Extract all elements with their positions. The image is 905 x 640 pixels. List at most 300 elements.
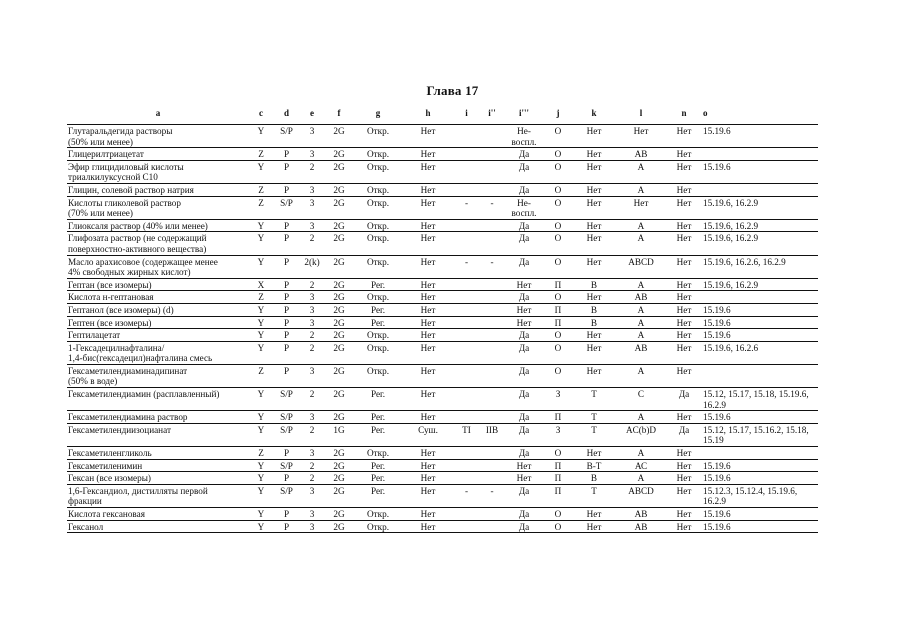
table-cell: [701, 183, 818, 196]
table-row: [67, 278, 818, 291]
table-cell: Нет: [573, 329, 615, 342]
table-cell: Т: [573, 411, 615, 424]
table-cell: 2: [300, 160, 324, 183]
table-cell: [454, 160, 479, 183]
table-cell: Нет: [573, 160, 615, 183]
table-cell: 15.12.3, 15.12.4, 15.19.6, 16.2.9: [701, 484, 818, 507]
table-cell: 2G: [324, 472, 354, 485]
table-cell: S/P: [273, 125, 300, 148]
table-cell: АС: [615, 459, 667, 472]
table-cell: Да: [505, 447, 543, 460]
table-row: [67, 232, 818, 255]
table-cell: Нет: [402, 447, 454, 460]
column-header-12: k: [573, 103, 615, 125]
table-cell: 3: [300, 508, 324, 521]
table-cell: А: [615, 160, 667, 183]
table-cell: [454, 316, 479, 329]
table-cell: 15.19.6: [701, 472, 818, 485]
table-cell: 2G: [324, 255, 354, 278]
table-cell: Нет: [505, 303, 543, 316]
table-cell: АВ: [615, 291, 667, 304]
table-cell: Нет: [667, 255, 701, 278]
table-cell: Да: [505, 232, 543, 255]
table-cell: [479, 447, 505, 460]
table-cell: 2: [300, 388, 324, 411]
table-cell: 3: [300, 219, 324, 232]
table-cell: 2G: [324, 303, 354, 316]
table-cell: P: [273, 183, 300, 196]
table-cell: Y: [249, 316, 273, 329]
table-cell: А: [615, 364, 667, 387]
table-cell: Y: [249, 520, 273, 533]
table-cell: Рег.: [354, 423, 402, 446]
table-cell: Нет: [402, 278, 454, 291]
table-cell: П: [543, 316, 573, 329]
table-cell: 15.19.6, 16.2.9: [701, 219, 818, 232]
table-cell: 15.19.6: [701, 459, 818, 472]
table-cell: 15.12, 15.17, 15.18, 15.19.6, 16.2.9: [701, 388, 818, 411]
table-row: [67, 148, 818, 161]
table-cell: Нет: [667, 219, 701, 232]
table-cell: П: [543, 411, 573, 424]
table-cell: 15.19.6, 16.2.9: [701, 196, 818, 219]
table-cell: Гексан (все изомеры): [67, 472, 249, 485]
table-cell: P: [273, 278, 300, 291]
table-cell: 2: [300, 329, 324, 342]
table-cell: Глиоксаля раствор (40% или менее): [67, 219, 249, 232]
table-cell: P: [273, 364, 300, 387]
table-cell: 2G: [324, 364, 354, 387]
table-cell: [454, 232, 479, 255]
table-cell: Нет: [402, 472, 454, 485]
column-header-11: j: [543, 103, 573, 125]
table-cell: [701, 291, 818, 304]
table-cell: 2G: [324, 183, 354, 196]
table-row: [67, 183, 818, 196]
column-header-10: i''': [505, 103, 543, 125]
table-cell: Нет: [402, 160, 454, 183]
table-cell: Нет: [667, 291, 701, 304]
table-cell: Нет: [667, 303, 701, 316]
table-cell: 2: [300, 423, 324, 446]
table-cell: Нет: [667, 232, 701, 255]
table-cell: Y: [249, 255, 273, 278]
table-cell: 2G: [324, 508, 354, 521]
table-cell: Нет: [402, 411, 454, 424]
table-cell: Y: [249, 411, 273, 424]
table-cell: -: [454, 196, 479, 219]
table-cell: Рег.: [354, 411, 402, 424]
table-cell: З: [543, 423, 573, 446]
table-row: [67, 411, 818, 424]
table-cell: Глицерилтриацетат: [67, 148, 249, 161]
table-cell: Откр.: [354, 508, 402, 521]
table-cell: А: [615, 447, 667, 460]
table-cell: X: [249, 278, 273, 291]
table-cell: Нет: [667, 160, 701, 183]
table-cell: ABCD: [615, 255, 667, 278]
table-cell: Кислоты гликолевой раствор (70% или менее): [67, 196, 249, 219]
table-cell: Нет: [402, 183, 454, 196]
table-cell: Нет: [667, 341, 701, 364]
table-cell: А: [615, 472, 667, 485]
table-cell: Нет: [667, 447, 701, 460]
table-cell: S/P: [273, 388, 300, 411]
table-cell: ABCD: [615, 484, 667, 507]
table-cell: [479, 472, 505, 485]
table-cell: Откр.: [354, 520, 402, 533]
table-cell: Z: [249, 364, 273, 387]
table-cell: АВ: [615, 148, 667, 161]
table-cell: Нет: [505, 472, 543, 485]
table-cell: 2: [300, 278, 324, 291]
table-cell: Суш.: [402, 423, 454, 446]
table-cell: Не- воспл.: [505, 125, 543, 148]
table-cell: [454, 329, 479, 342]
table-row: [67, 291, 818, 304]
table-cell: IIB: [479, 423, 505, 446]
table-cell: В: [573, 303, 615, 316]
column-header-1: a: [67, 103, 249, 125]
table-cell: 3: [300, 291, 324, 304]
table-cell: Нет: [573, 364, 615, 387]
table-cell: Y: [249, 388, 273, 411]
table-cell: Откр.: [354, 196, 402, 219]
table-cell: Нет: [402, 148, 454, 161]
table-cell: [454, 148, 479, 161]
table-row: [67, 388, 818, 411]
table-cell: P: [273, 316, 300, 329]
table-cell: [701, 447, 818, 460]
table-cell: [479, 148, 505, 161]
table-cell: Нет: [573, 232, 615, 255]
table-cell: [454, 183, 479, 196]
table-cell: [454, 447, 479, 460]
table-cell: Откр.: [354, 183, 402, 196]
table-row: [67, 255, 818, 278]
table-cell: Нет: [667, 196, 701, 219]
table-cell: Нет: [573, 508, 615, 521]
table-cell: Y: [249, 459, 273, 472]
table-cell: Нет: [573, 183, 615, 196]
table-cell: Z: [249, 183, 273, 196]
table-cell: [479, 278, 505, 291]
table-cell: Да: [505, 148, 543, 161]
table-row: [67, 459, 818, 472]
table-cell: Нет: [402, 196, 454, 219]
table-cell: Нет: [615, 125, 667, 148]
table-cell: О: [543, 148, 573, 161]
table-cell: 15.19.6: [701, 520, 818, 533]
table-cell: Откр.: [354, 255, 402, 278]
table-row: [67, 472, 818, 485]
table-cell: Y: [249, 219, 273, 232]
table-cell: Откр.: [354, 329, 402, 342]
table-cell: Да: [505, 364, 543, 387]
table-cell: P: [273, 232, 300, 255]
table-cell: 15.19.6, 16.2.6: [701, 341, 818, 364]
table-cell: Рег.: [354, 278, 402, 291]
table-cell: Нет: [667, 364, 701, 387]
table-row: [67, 219, 818, 232]
table-cell: Откр.: [354, 219, 402, 232]
table-cell: А: [615, 183, 667, 196]
table-cell: Y: [249, 508, 273, 521]
table-cell: 15.19.6, 16.2.9: [701, 232, 818, 255]
table-cell: [479, 125, 505, 148]
table-cell: Нет: [667, 472, 701, 485]
table-cell: Рег.: [354, 316, 402, 329]
table-cell: О: [543, 329, 573, 342]
table-cell: [479, 219, 505, 232]
table-cell: Y: [249, 341, 273, 364]
table-cell: 2G: [324, 447, 354, 460]
table-cell: Рег.: [354, 459, 402, 472]
table-cell: Гептен (все изомеры): [67, 316, 249, 329]
table-cell: П: [543, 472, 573, 485]
table-cell: 3: [300, 316, 324, 329]
table-cell: Нет: [667, 329, 701, 342]
table-cell: В: [573, 472, 615, 485]
table-cell: Откр.: [354, 447, 402, 460]
table-cell: 3: [300, 303, 324, 316]
table-row: [67, 160, 818, 183]
table-cell: Нет: [573, 520, 615, 533]
table-cell: З: [543, 388, 573, 411]
table-cell: 2G: [324, 291, 354, 304]
table-body: [67, 125, 818, 533]
table-cell: Гексаметилендиизоцианат: [67, 423, 249, 446]
table-header: [67, 103, 818, 125]
table-cell: Z: [249, 196, 273, 219]
table-cell: Откр.: [354, 364, 402, 387]
table-cell: Нет: [573, 148, 615, 161]
table-cell: А: [615, 232, 667, 255]
table-cell: Нет: [402, 232, 454, 255]
table-cell: Да: [505, 291, 543, 304]
table-cell: Y: [249, 160, 273, 183]
table-cell: П: [543, 303, 573, 316]
table-cell: [479, 459, 505, 472]
table-cell: 15.19.6: [701, 316, 818, 329]
table-cell: Нет: [667, 508, 701, 521]
table-cell: П: [543, 484, 573, 507]
table-row: [67, 520, 818, 533]
table-cell: В: [573, 278, 615, 291]
table-cell: Нет: [667, 484, 701, 507]
table-cell: Y: [249, 472, 273, 485]
table-cell: 15.19.6: [701, 411, 818, 424]
table-cell: 1,6-Гександиол, дистилляты первой фракции: [67, 484, 249, 507]
table-cell: [479, 160, 505, 183]
table-cell: 2: [300, 232, 324, 255]
table-cell: 2G: [324, 411, 354, 424]
table-cell: 2: [300, 341, 324, 364]
table-cell: 2G: [324, 316, 354, 329]
table-cell: О: [543, 232, 573, 255]
table-row: [67, 423, 818, 446]
table-row: [67, 341, 818, 364]
table-cell: Да: [505, 520, 543, 533]
page-title: Глава 17: [426, 83, 479, 98]
table-cell: 2G: [324, 278, 354, 291]
table-cell: Нет: [402, 341, 454, 364]
table-row: [67, 125, 818, 148]
table-cell: Нет: [402, 520, 454, 533]
table-cell: Рег.: [354, 388, 402, 411]
column-header-13: l: [615, 103, 667, 125]
table-cell: 2G: [324, 484, 354, 507]
table-cell: Глутаральдегида растворы (50% или менее): [67, 125, 249, 148]
column-header-15: o: [701, 103, 818, 125]
table-cell: Гептан (все изомеры): [67, 278, 249, 291]
table-cell: В: [573, 316, 615, 329]
table-cell: Да: [505, 411, 543, 424]
table-cell: Нет: [402, 388, 454, 411]
table-cell: А: [615, 411, 667, 424]
table-cell: Нет: [667, 148, 701, 161]
table-cell: Y: [249, 125, 273, 148]
table-cell: 2G: [324, 329, 354, 342]
table-cell: Y: [249, 423, 273, 446]
column-header-14: n: [667, 103, 701, 125]
table-cell: Откр.: [354, 148, 402, 161]
table-cell: Нет: [573, 219, 615, 232]
table-cell: Глицин, солевой раствор натрия: [67, 183, 249, 196]
table-cell: P: [273, 520, 300, 533]
table-cell: Нет: [667, 316, 701, 329]
table-cell: 3: [300, 196, 324, 219]
column-header-7: h: [402, 103, 454, 125]
table-cell: Нет: [667, 411, 701, 424]
table-cell: P: [273, 160, 300, 183]
table-cell: P: [273, 148, 300, 161]
table-cell: Откр.: [354, 125, 402, 148]
table-row: [67, 508, 818, 521]
table-cell: 3: [300, 364, 324, 387]
table-cell: Да: [667, 388, 701, 411]
table-cell: Кислота н-гептановая: [67, 291, 249, 304]
table-cell: [454, 388, 479, 411]
table-cell: [454, 125, 479, 148]
table-cell: О: [543, 508, 573, 521]
table-row: [67, 303, 818, 316]
table-cell: Нет: [402, 291, 454, 304]
table-cell: Нет: [402, 484, 454, 507]
table-cell: P: [273, 447, 300, 460]
table-cell: 2G: [324, 520, 354, 533]
table-cell: Нет: [505, 459, 543, 472]
table-cell: АВ: [615, 341, 667, 364]
table-cell: [479, 183, 505, 196]
table-cell: Гексаметиленгликоль: [67, 447, 249, 460]
table-cell: P: [273, 329, 300, 342]
column-header-8: i: [454, 103, 479, 125]
table-cell: О: [543, 255, 573, 278]
table-cell: Y: [249, 484, 273, 507]
table-cell: 1G: [324, 423, 354, 446]
table-row: [67, 196, 818, 219]
table-cell: Нет: [573, 196, 615, 219]
column-header-6: g: [354, 103, 402, 125]
table-cell: 3: [300, 447, 324, 460]
table-cell: Нет: [402, 364, 454, 387]
table-cell: Нет: [667, 459, 701, 472]
table-cell: П: [543, 278, 573, 291]
table-cell: Нет: [402, 508, 454, 521]
table-cell: 1-Гексадецилнафталина/ 1,4-бис(гексадецил)нафталина смесь: [67, 341, 249, 364]
table-cell: 2G: [324, 341, 354, 364]
table-cell: Да: [505, 329, 543, 342]
table-cell: А: [615, 219, 667, 232]
table-cell: Масло арахисовое (содержащее менее 4% свободных жирных кислот): [67, 255, 249, 278]
table-cell: Гексаметилендиаминадипинат (50% в воде): [67, 364, 249, 387]
table-cell: Нет: [402, 255, 454, 278]
column-header-5: f: [324, 103, 354, 125]
table-cell: А: [615, 278, 667, 291]
table-cell: 15.19.6: [701, 160, 818, 183]
table-cell: 3: [300, 484, 324, 507]
table-cell: Гептанол (все изомеры) (d): [67, 303, 249, 316]
table-cell: Нет: [667, 278, 701, 291]
table-cell: 3: [300, 125, 324, 148]
table-cell: Нет: [615, 196, 667, 219]
table-cell: Нет: [402, 316, 454, 329]
table-cell: Гексаметилендиамина раствор: [67, 411, 249, 424]
table-cell: 3: [300, 411, 324, 424]
table-cell: [479, 303, 505, 316]
table-cell: [454, 219, 479, 232]
table-cell: Z: [249, 291, 273, 304]
table-cell: P: [273, 341, 300, 364]
table-cell: [479, 316, 505, 329]
column-header-3: d: [273, 103, 300, 125]
header-row: [67, 103, 818, 125]
table-cell: Нет: [505, 316, 543, 329]
table-cell: Гептилацетат: [67, 329, 249, 342]
table-cell: [454, 364, 479, 387]
table-cell: [479, 411, 505, 424]
table-cell: О: [543, 183, 573, 196]
table-cell: Нет: [573, 125, 615, 148]
table-row: [67, 316, 818, 329]
table-cell: S/P: [273, 411, 300, 424]
table-cell: -: [479, 484, 505, 507]
table-cell: Нет: [573, 291, 615, 304]
table-cell: Да: [505, 423, 543, 446]
table-cell: [454, 278, 479, 291]
table-cell: S/P: [273, 196, 300, 219]
table-cell: Кислота гексановая: [67, 508, 249, 521]
table-cell: [454, 472, 479, 485]
table-cell: Да: [505, 255, 543, 278]
table-cell: О: [543, 160, 573, 183]
table-cell: Т: [573, 484, 615, 507]
table-cell: Откр.: [354, 341, 402, 364]
table-cell: АВ: [615, 508, 667, 521]
table-cell: P: [273, 472, 300, 485]
table-row: [67, 364, 818, 387]
table-cell: 15.19.6: [701, 303, 818, 316]
table-cell: Т: [573, 423, 615, 446]
table-cell: Да: [505, 160, 543, 183]
table-cell: О: [543, 520, 573, 533]
table-cell: О: [543, 219, 573, 232]
table-cell: Откр.: [354, 232, 402, 255]
table-cell: Рег.: [354, 303, 402, 316]
table-cell: Да: [505, 219, 543, 232]
table-cell: Нет: [402, 303, 454, 316]
